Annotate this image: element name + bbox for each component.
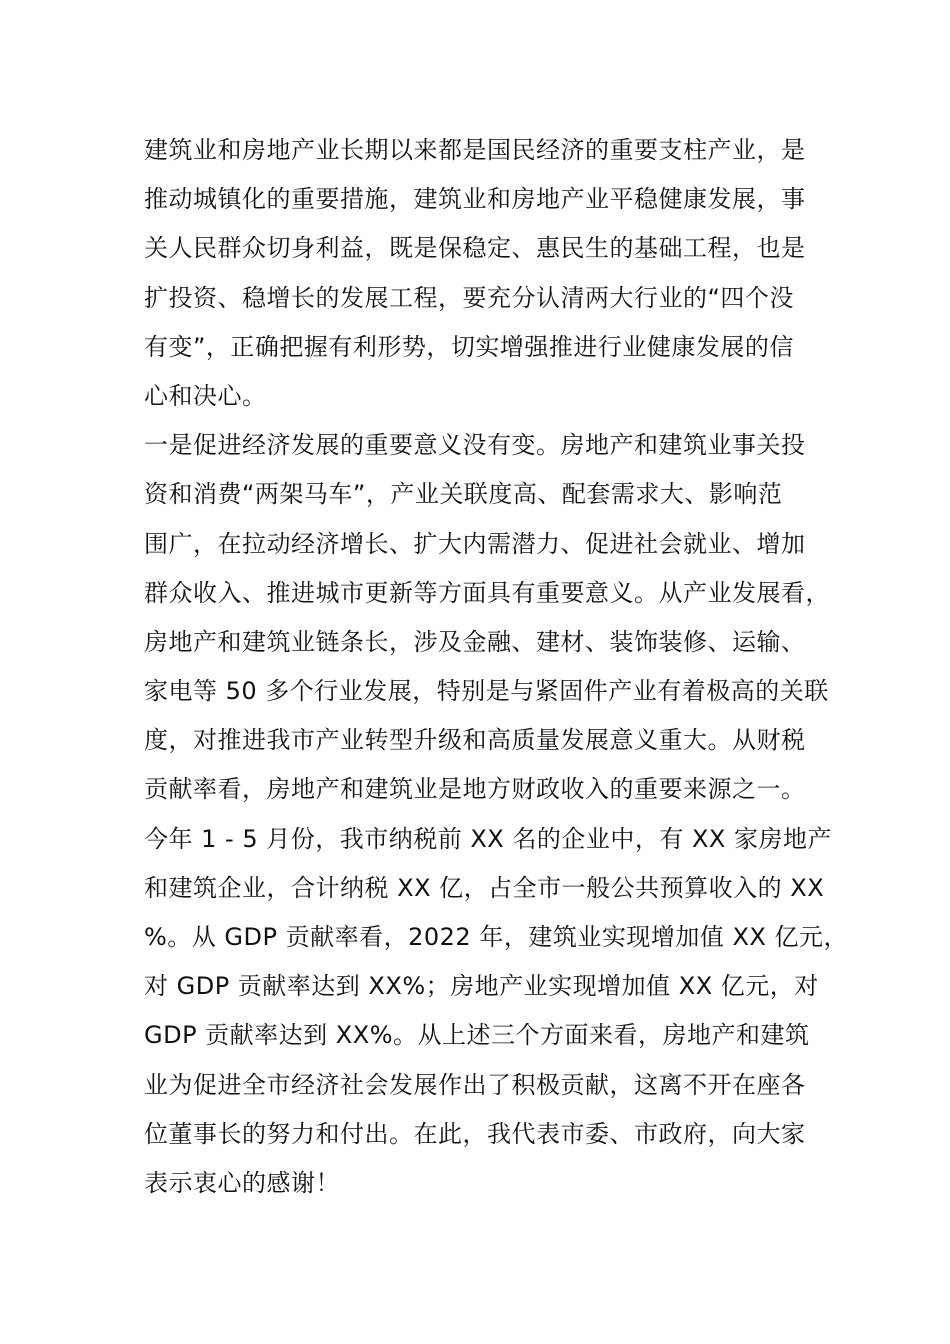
text-line: 资和消费“两架马车”，产业关联度高、配套需求大、影响范 [144, 480, 783, 509]
text-line: GDP 贡献率达到 XX%。从上述三个方面来看，房地产和建筑 [144, 1021, 810, 1050]
text-line: 位董事长的努力和付出。在此，我代表市委、市政府，向大家 [144, 1119, 806, 1148]
text-line: 业为促进全市经济社会发展作出了积极贡献，这离不开在座各 [144, 1070, 806, 1099]
text-line: 有变”，正确把握有利形势，切实增强推进行业健康发展的信 [144, 332, 794, 361]
text-line: 度，对推进我市产业转型升级和高质量发展意义重大。从财税 [144, 726, 806, 755]
text-line: 建筑业和房地产业长期以来都是国民经济的重要支柱产业，是 [144, 136, 806, 164]
text-line: 房地产和建筑业链条长，涉及金融、建材、装饰装修、运输、 [144, 627, 806, 656]
paragraph-point-one [144, 421, 848, 1208]
text-line: 推动城镇化的重要措施，建筑业和房地产业平稳健康发展，事 [144, 185, 806, 214]
text-line: 围广，在拉动经济增长、扩大内需潜力、促进社会就业、增加 [144, 529, 806, 558]
text-line: 关人民群众切身利益，既是保稳定、惠民生的基础工程，也是 [144, 234, 806, 263]
text-line: 和建筑企业，合计纳税 XX 亿，占全市一般公共预算收入的 XX [144, 873, 825, 902]
text-line: %。从 GDP 贡献率看，2022 年，建筑业实现增加值 XX 亿元， [144, 923, 848, 951]
paragraph-intro [144, 126, 814, 421]
text-line: 扩投资、稳增长的发展工程，要充分认清两大行业的“四个没 [144, 283, 794, 312]
text-line: 一是促进经济发展的重要意义没有变。房地产和建筑业事关投 [144, 431, 806, 460]
text-line: 贡献率看，房地产和建筑业是地方财政收入的重要来源之一。 [144, 775, 806, 804]
text-line: 家电等 50 多个行业发展，特别是与紧固件产业有着极高的关联 [144, 677, 829, 706]
text-line: 心和决心。 [144, 381, 267, 410]
text-line: 今年 1 - 5 月份，我市纳税前 XX 名的企业中，有 XX 家房地产 [144, 824, 832, 853]
text-line: 群众收入、推进城市更新等方面具有重要意义。从产业发展看， [144, 578, 830, 607]
text-line: 对 GDP 贡献率达到 XX%；房地产业实现增加值 XX 亿元，对 [144, 972, 819, 1001]
document-body [144, 126, 848, 1208]
text-line: 表示衷心的感谢！ [144, 1168, 340, 1197]
